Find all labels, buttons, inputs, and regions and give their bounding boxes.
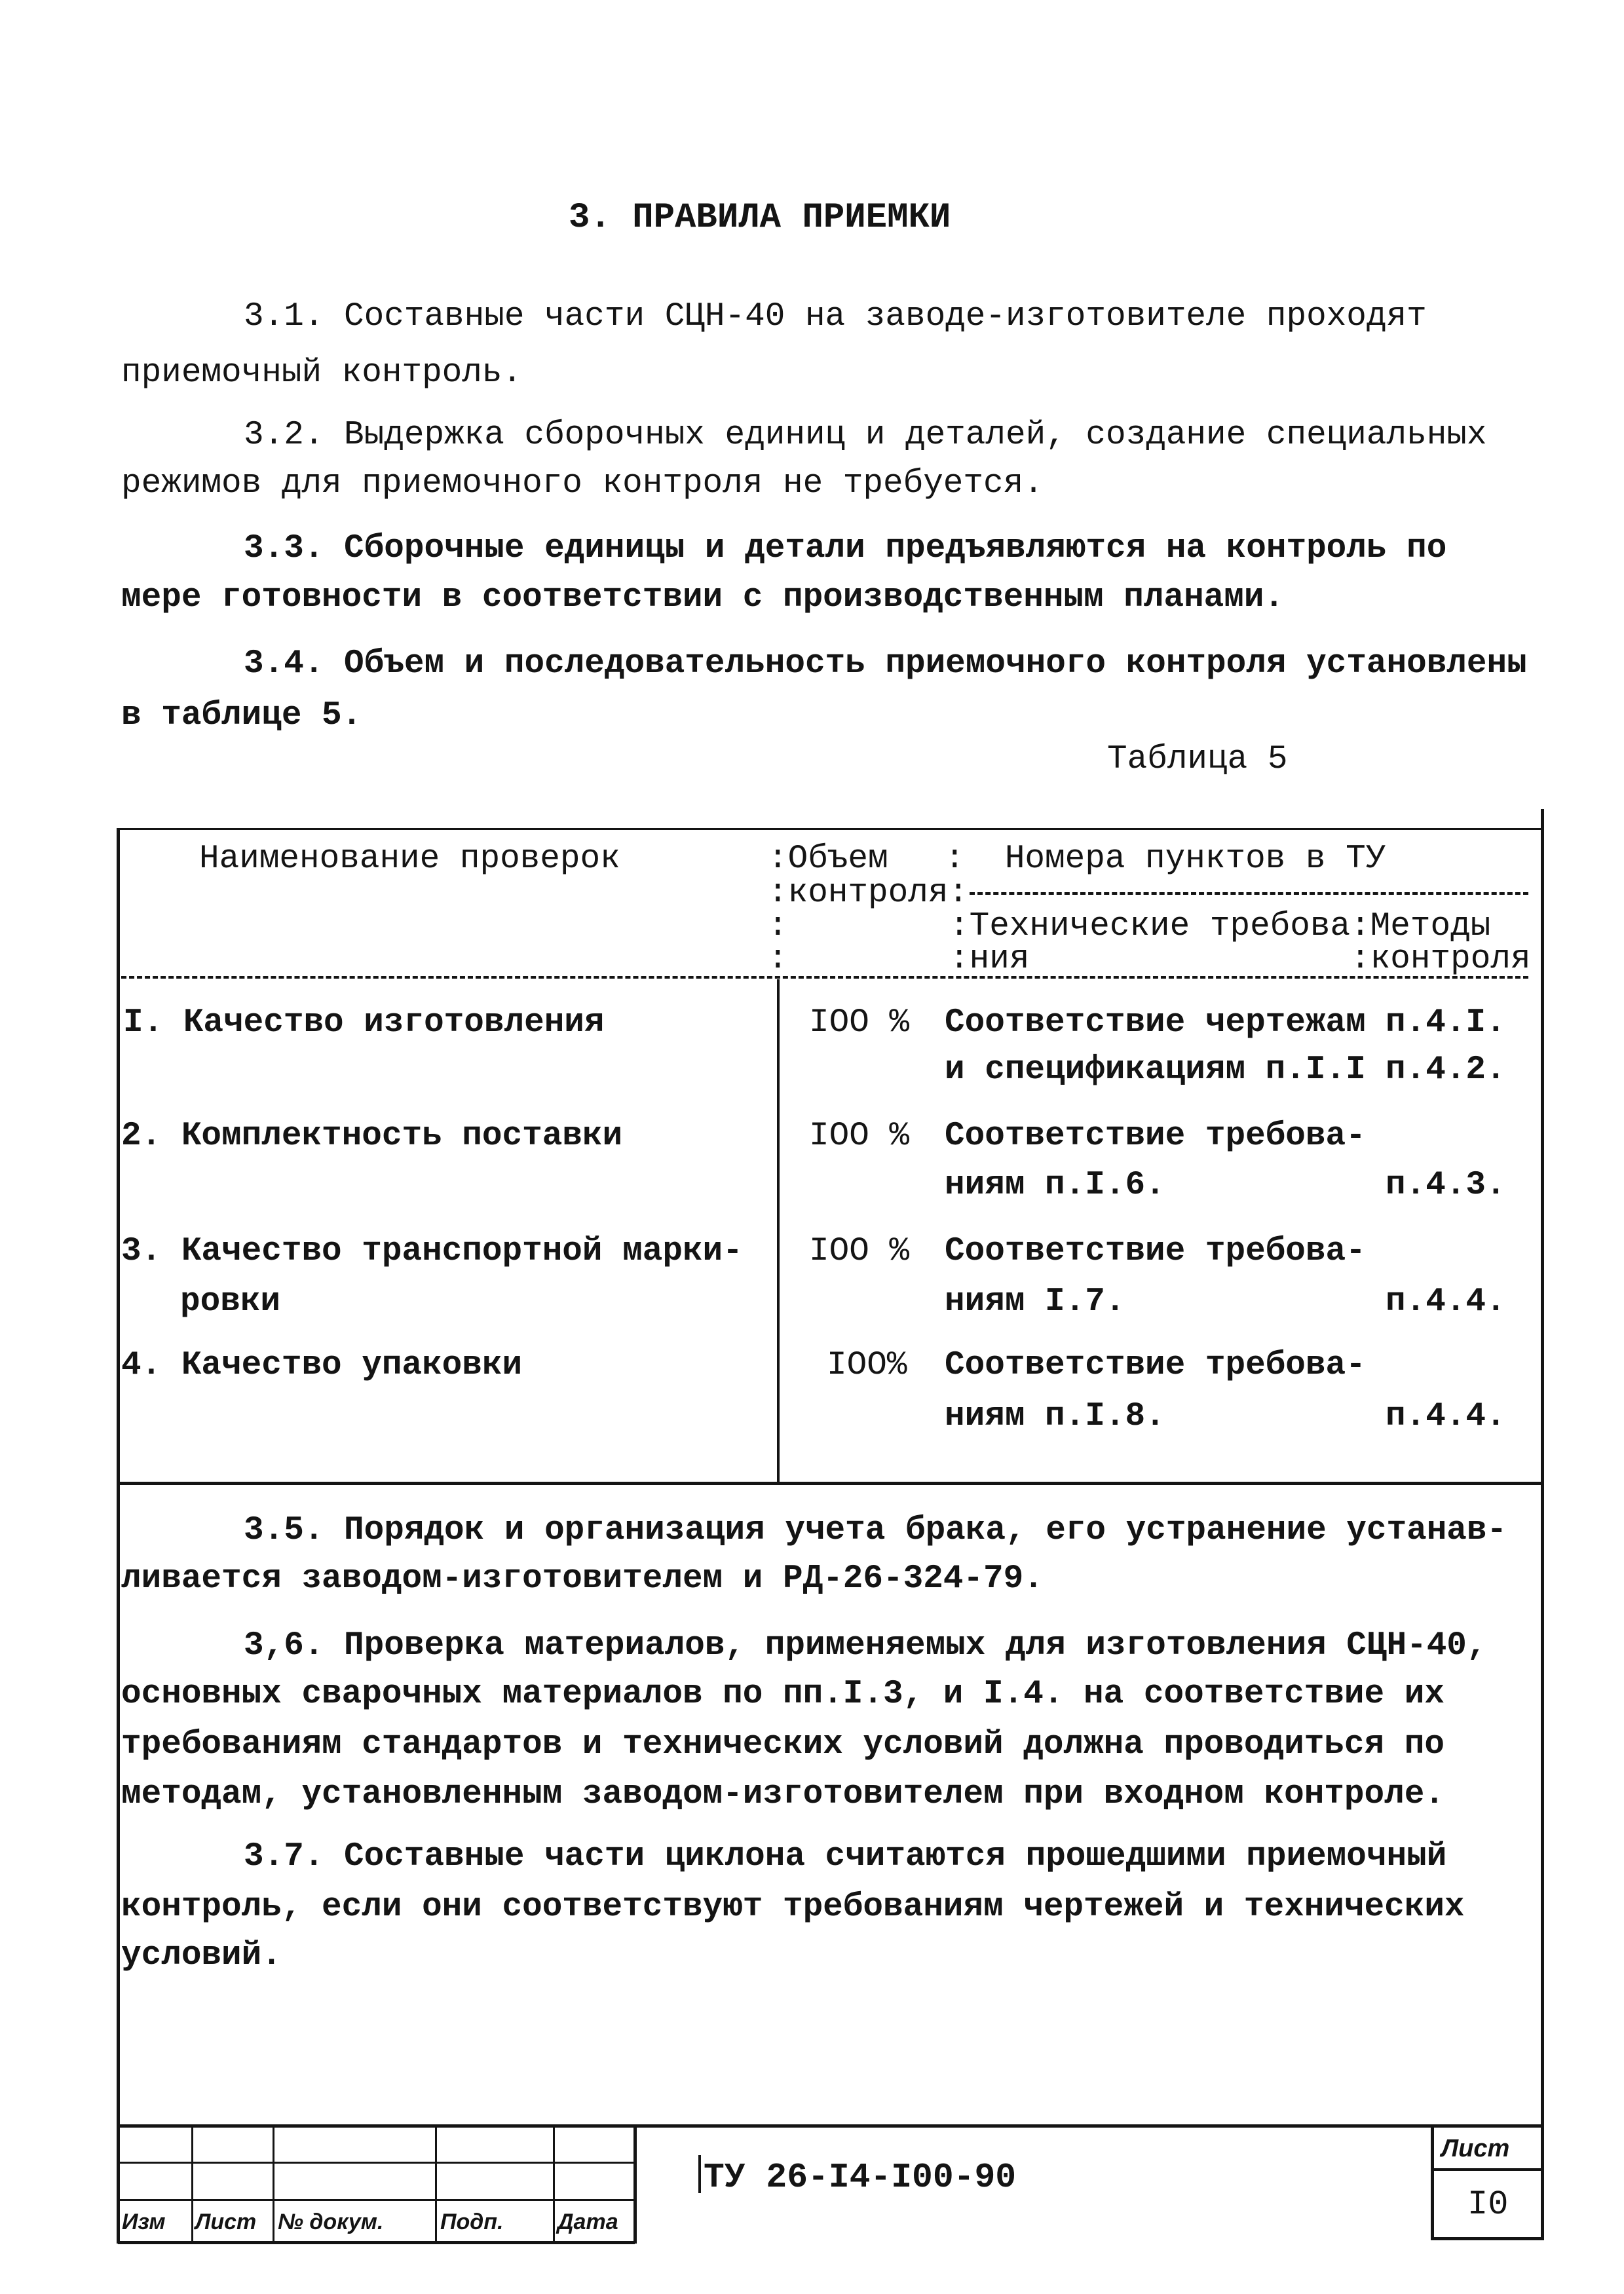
row-2-volume: IOO % bbox=[809, 1118, 910, 1155]
row-1-method-1: п.4.I. bbox=[1386, 1004, 1506, 1042]
paragraph-3-1-line-1: 3.1. Составные части СЦН-40 на заводе-изготовителе проходят bbox=[244, 298, 1427, 335]
document-designation: ТУ 26-I4-I00-90 bbox=[704, 2158, 1017, 2197]
header-name: Наименование проверок bbox=[199, 840, 620, 878]
title-block-top-rule bbox=[118, 2124, 1544, 2128]
sheet-cell-left-rule bbox=[1431, 2126, 1434, 2240]
frame-right-rule bbox=[1541, 809, 1544, 2240]
paragraph-3-7-line-2: контроль, если они соответствуют требованиям чертежей и технических bbox=[121, 1889, 1465, 1926]
header-sub-line-2: :ния :контроля bbox=[949, 941, 1531, 978]
row-3-name-line-2: ровки bbox=[180, 1283, 281, 1321]
row-1-requirement-line-2: и спецификациям п.I.I bbox=[945, 1051, 1366, 1089]
table-top-rule bbox=[118, 828, 1543, 830]
title-block-bottom-rule bbox=[118, 2241, 635, 2244]
label-signature: Подп. bbox=[440, 2209, 504, 2234]
paragraph-3-4-line-1: 3.4. Объем и последовательность приемочного контроля установлены bbox=[244, 645, 1527, 683]
title-block-row-rule bbox=[118, 2199, 635, 2201]
label-change: Изм bbox=[122, 2209, 166, 2234]
title-block-column-rule bbox=[435, 2126, 437, 2244]
row-1-requirement-line-1: Соответствие чертежам bbox=[945, 1004, 1366, 1042]
paragraph-3-6-line-1: 3,6. Проверка материалов, применяемых для изготовления СЦН-40, bbox=[244, 1627, 1487, 1664]
paragraph-3-5-line-1: 3.5. Порядок и организация учета брака, его устранение устанав- bbox=[244, 1512, 1507, 1549]
frame-left-rule bbox=[117, 828, 120, 2244]
row-4-volume: IOO% bbox=[827, 1347, 907, 1384]
row-3-requirement-line-1: Соответствие требова- bbox=[945, 1233, 1366, 1270]
row-2-method: п.4.3. bbox=[1386, 1167, 1506, 1204]
header-sub-line-1: :Технические требова:Методы bbox=[949, 908, 1491, 945]
paragraph-3-7-line-3: условий. bbox=[121, 1937, 282, 1974]
label-document-number: № докум. bbox=[278, 2209, 384, 2234]
paragraph-3-3-line-1: 3.3. Сборочные единицы и детали предъявляются на контроль по bbox=[244, 530, 1447, 567]
header-sub-divider bbox=[970, 892, 1528, 895]
paragraph-3-3-line-2: мере готовности в соответствии с производственным планами. bbox=[121, 579, 1285, 616]
row-4-method: п.4.4. bbox=[1386, 1398, 1506, 1435]
title-block-column-rule bbox=[273, 2126, 274, 2244]
paragraph-3-4-line-2: в таблице 5. bbox=[121, 697, 362, 734]
label-date: Дата bbox=[557, 2209, 618, 2234]
paragraph-3-2-line-1: 3.2. Выдержка сборочных единиц и деталей, создание специальных bbox=[244, 417, 1487, 454]
body-column-divider bbox=[777, 979, 780, 1484]
row-1-name: I. Качество изготовления bbox=[123, 1004, 605, 1042]
row-3-requirement-line-2: ниям I.7. bbox=[945, 1283, 1125, 1321]
row-2-requirement-line-1: Соответствие требова- bbox=[945, 1118, 1366, 1155]
table-bottom-rule bbox=[118, 1482, 1543, 1485]
row-4-name: 4. Качество упаковки bbox=[121, 1347, 523, 1384]
paragraph-3-7-line-1: 3.7. Составные части циклона считаются прошедшими приемочный bbox=[244, 1838, 1447, 1875]
paragraph-3-5-line-2: ливается заводом-изготовителем и РД-26-324-79. bbox=[121, 1560, 1044, 1598]
sheet-number: I0 bbox=[1467, 2185, 1509, 2224]
row-1-method-2: п.4.2. bbox=[1386, 1051, 1506, 1089]
title-block-column-rule bbox=[191, 2126, 193, 2244]
paragraph-3-1-line-2: приемочный контроль. bbox=[121, 354, 523, 392]
sheet-cell-divider bbox=[1431, 2168, 1544, 2171]
row-2-requirement-line-2: ниям п.I.6. bbox=[945, 1167, 1165, 1204]
row-4-requirement-line-1: Соответствие требова- bbox=[945, 1347, 1366, 1384]
row-1-volume: IOO % bbox=[809, 1004, 910, 1042]
header-separator: : bbox=[768, 941, 788, 978]
sheet-label: Лист bbox=[1441, 2135, 1510, 2162]
title-block-column-rule bbox=[633, 2126, 637, 2244]
title-block-row-rule bbox=[118, 2162, 635, 2164]
section-heading: 3. ПРАВИЛА ПРИЕМКИ bbox=[569, 198, 951, 238]
paragraph-3-6-line-4: методам, установленным заводом-изготовителем при входном контроле. bbox=[121, 1776, 1445, 1813]
header-separator: : bbox=[768, 908, 788, 945]
header-numbers: : Номера пунктов в ТУ bbox=[945, 840, 1386, 878]
row-3-volume: IOO % bbox=[809, 1233, 910, 1270]
header-volume-line-1: :Объем bbox=[768, 840, 888, 878]
row-4-requirement-line-2: ниям п.I.8. bbox=[945, 1398, 1165, 1435]
paragraph-3-6-line-2: основных сварочных материалов по пп.I.3, и I.4. на соответствие их bbox=[121, 1676, 1445, 1713]
designation-mark bbox=[698, 2155, 701, 2193]
label-sheet: Лист bbox=[195, 2209, 257, 2234]
title-block-column-rule bbox=[553, 2126, 555, 2244]
row-3-method: п.4.4. bbox=[1386, 1283, 1506, 1321]
sheet-cell-bottom-rule bbox=[1431, 2237, 1544, 2240]
header-volume-line-2: :контроля: bbox=[768, 874, 969, 912]
paragraph-3-6-line-3: требованиям стандартов и технических условий должна проводиться по bbox=[121, 1726, 1445, 1763]
paragraph-3-2-line-2: режимов для приемочного контроля не требуется. bbox=[121, 465, 1044, 502]
row-2-name: 2. Комплектность поставки bbox=[121, 1118, 623, 1155]
row-3-name-line-1: 3. Качество транспортной марки- bbox=[121, 1233, 743, 1270]
table-caption: Таблица 5 bbox=[1107, 741, 1288, 778]
